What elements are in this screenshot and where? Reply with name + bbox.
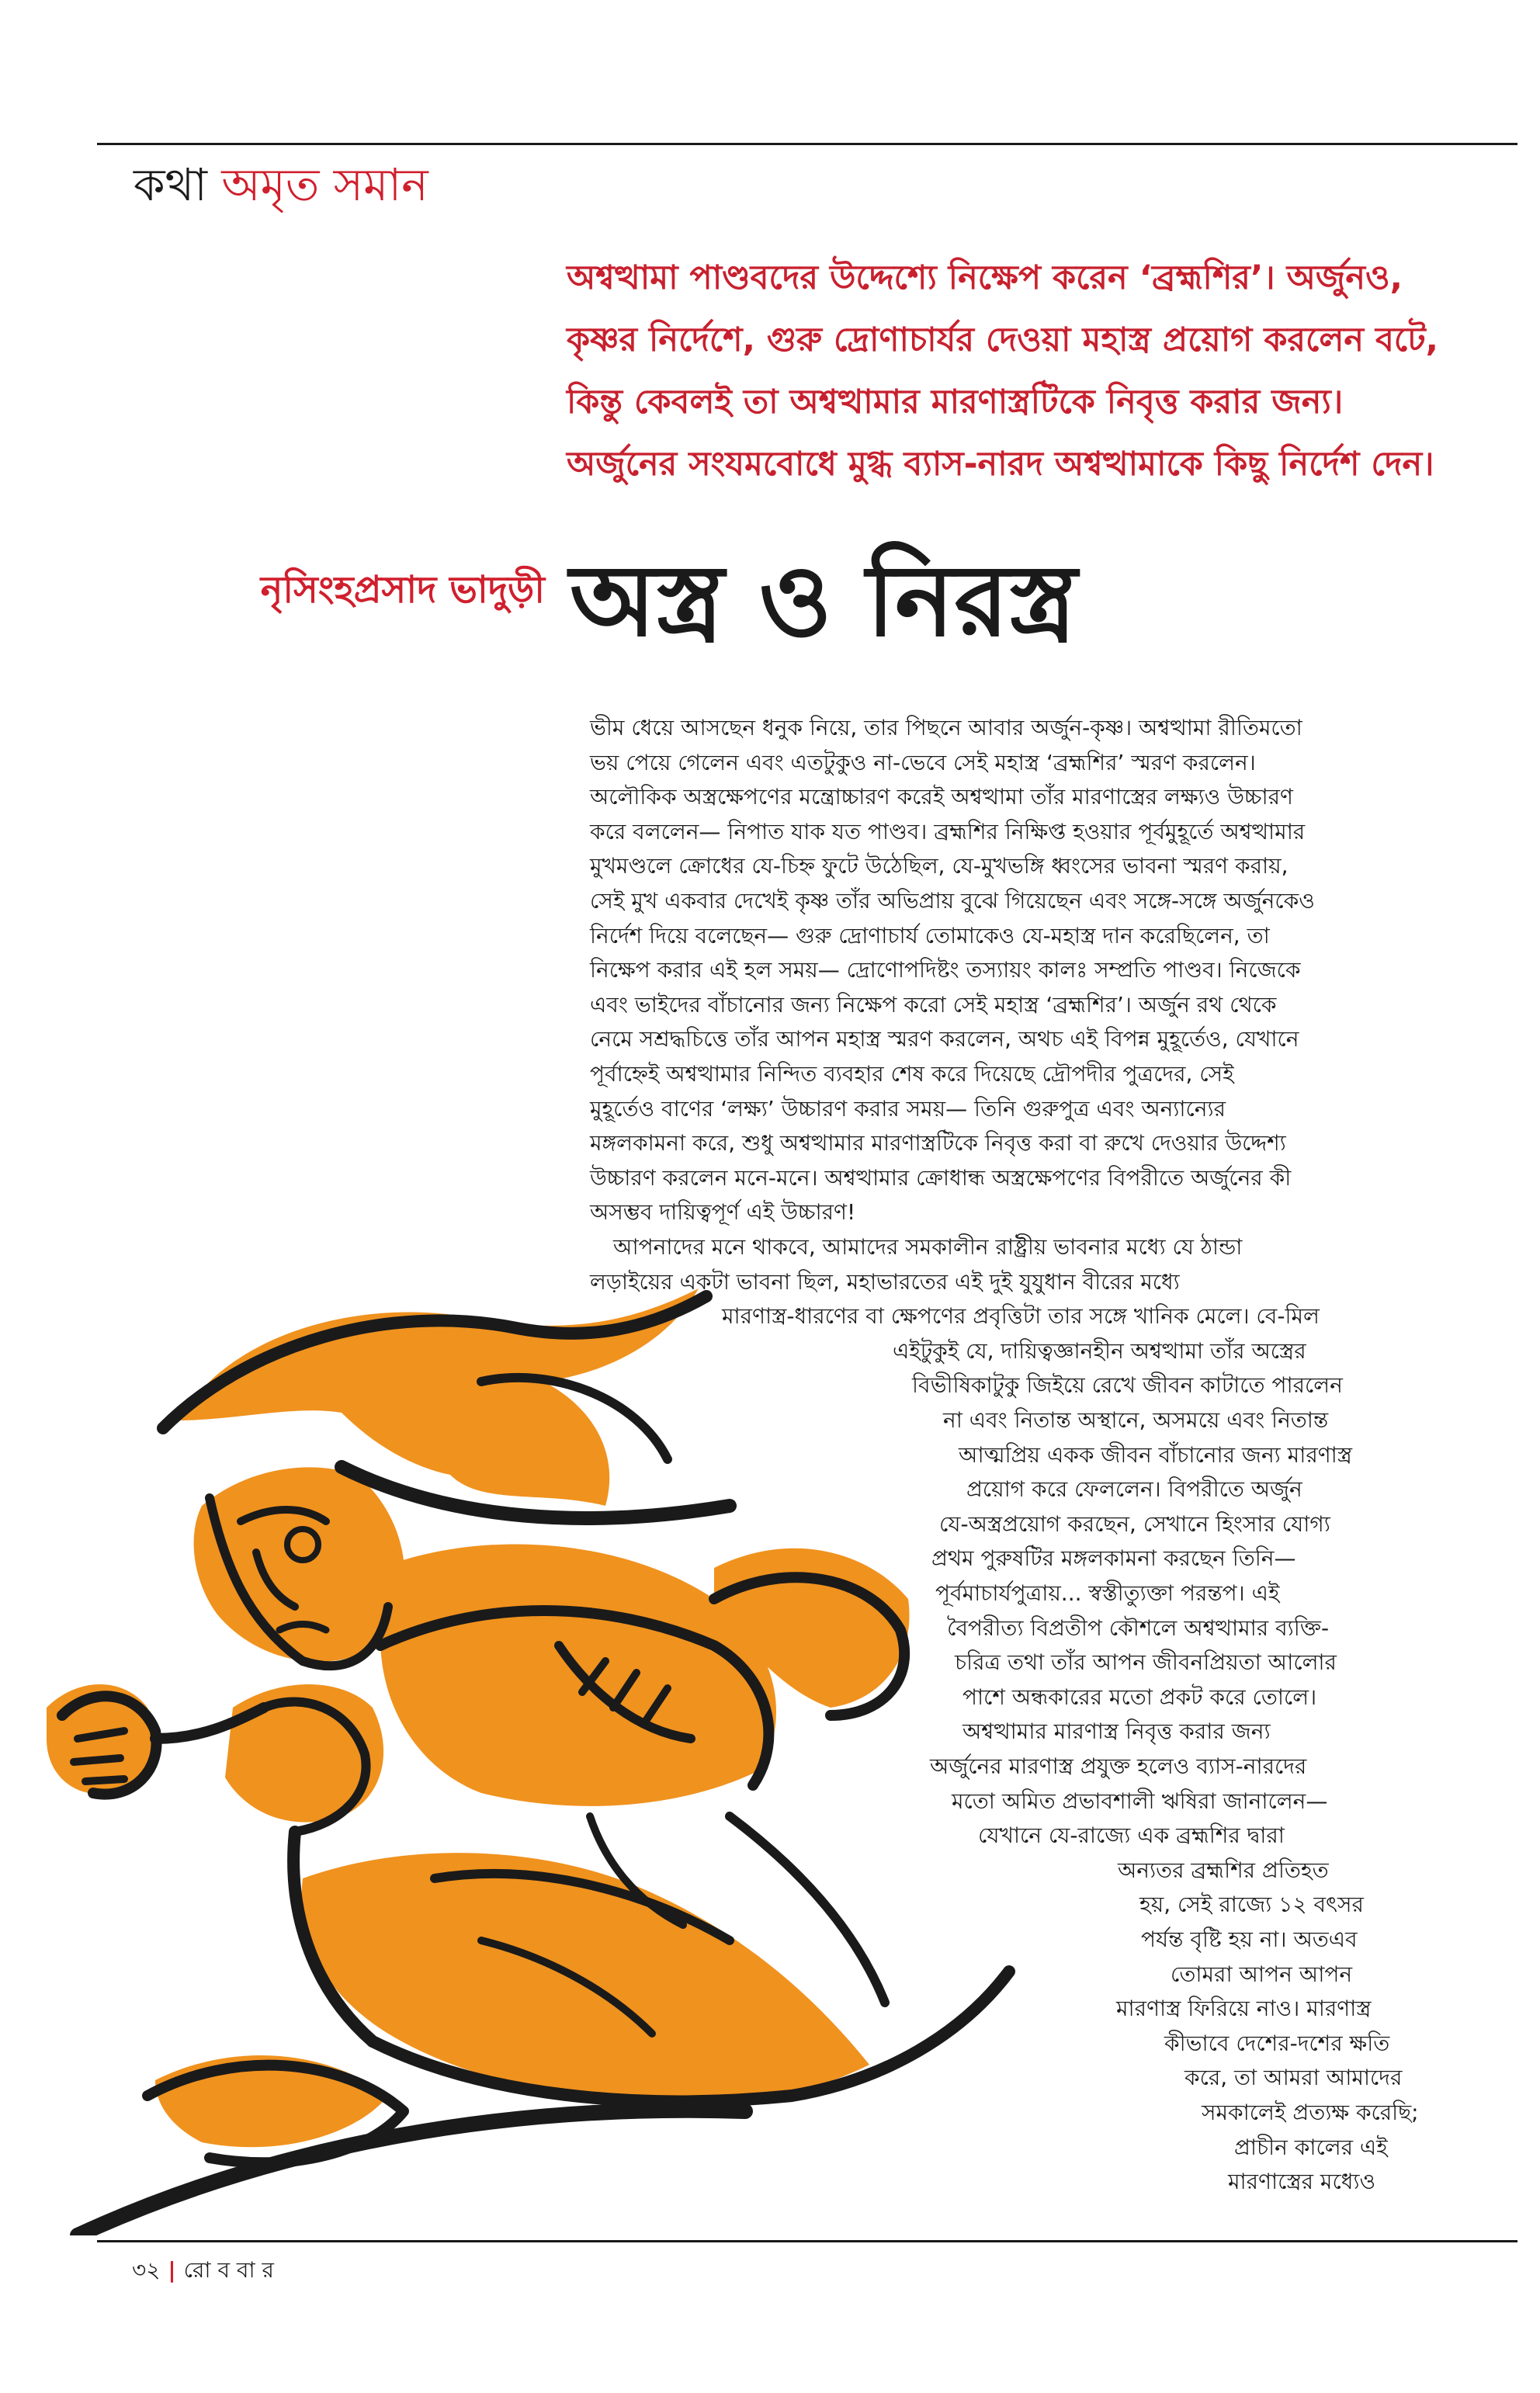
body-line: লড়াইয়ের একটা ভাবনা ছিল, মহাভারতের এই দুই যুযুধান বীরের মধ্যে [590,1269,1180,1295]
body-line: পূর্বাহ্নেই অশ্বত্থামার নিন্দিত ব্যবহার শেষ করে দিয়েছে দ্রৌপদীর পুত্রদের, সেই [590,1061,1234,1087]
article-title: অস্ত্র ও নিরস্ত্র [570,543,1077,659]
body-line: অলৌকিক অস্ত্রক্ষেপণের মন্ত্রোচ্চারণ করেই অশ্বত্থামা তাঁর মারণাস্ত্রের লক্ষ্যও উচ্চারণ [590,784,1293,810]
body-line: আত্মপ্রিয় একক জীবন বাঁচানোর জন্য মারণাস্ত্র [959,1442,1353,1468]
body-line: কীভাবে দেশের-দশের ক্ষতি [1164,2031,1390,2056]
body-line: অর্জুনের মারণাস্ত্র প্রযুক্ত হলেও ব্যাস-নারদের [930,1753,1307,1779]
body-line: চরিত্র তথা তাঁর আপন জীবনপ্রিয়তা আলোর [955,1649,1337,1675]
body-line: মারণাস্ত্র-ধারণের বা ক্ষেপণের প্রবৃত্তিটা তার সঙ্গে খানিক মেলে। বে-মিল [722,1303,1320,1329]
body-line: সেই মুখ একবার দেখেই কৃষ্ণ তাঁর অভিপ্রায় বুঝে গিয়েছেন এবং সঙ্গে-সঙ্গে অর্জুনকেও [590,888,1315,914]
body-line: বিভীষিকাটুকু জিইয়ে রেখে জীবন কাটাতে পারলেন [912,1372,1343,1398]
bottom-rule [97,2240,1517,2242]
footer-separator: | [168,2257,176,2283]
body-line: মঙ্গলকামনা করে, শুধু অশ্বত্থামার মারণাস্ত্রটিকে নিবৃত্ত করা বা রুখে দেওয়ার উদ্দেশ্য [590,1130,1286,1156]
body-line: পূর্বমাচার্যপুত্রায়... স্বস্তীত্যুক্তা পরন্তপ। এই [935,1580,1280,1606]
body-line: করে বললেন— নিপাত যাক যত পাণ্ডব। ব্রহ্মশির নিক্ষিপ্ত হওয়ার পূর্বমুহূর্তে অশ্বত্থামার [590,819,1306,844]
body-line: তোমরা আপন আপন [1171,1961,1353,1987]
body-line: না এবং নিতান্ত অস্থানে, অসময়ে এবং নিতান্ত [943,1407,1329,1433]
body-line: প্রয়োগ করে ফেললেন। বিপরীতে অর্জুন [966,1476,1302,1502]
body-line: পর্যন্ত বৃষ্টি হয় না। অতএব [1141,1927,1358,1952]
body-line: যে-অস্ত্রপ্রয়োগ করছেন, সেখানে হিংসার যোগ্য [939,1511,1330,1537]
body-line: বৈপরীত্য বিপ্রতীপ কৌশলে অশ্বত্থামার ব্যক্তি- [947,1615,1330,1641]
body-line: মারণাস্ত্র ফিরিয়ে নাও। মারণাস্ত্র [1116,1996,1372,2021]
body-line: ভয় পেয়ে গেলেন এবং এতটুকুও না-ভেবে সেই মহাস্ত্র ‘ব্রহ্মশির’ স্মরণ করলেন। [590,750,1256,775]
body-line: উচ্চারণ করলেন মনে-মনে। অশ্বত্থামার ক্রোধান্ধ অস্ত্রক্ষেপণের বিপরীতে অর্জুনের কী [590,1165,1292,1191]
author-name: নৃসিংহপ্রসাদ ভাদুড়ী [260,568,545,612]
body-line: অশ্বত্থামার মারণাস্ত্র নিবৃত্ত করার জন্য [962,1718,1271,1744]
body-line: করে, তা আমরা আমাদের [1184,2065,1403,2090]
body-line: ভীম ধেয়ে আসছেন ধনুক নিয়ে, তার পিছনে আবার অর্জুন-কৃষ্ণ। অশ্বত্থামা রীতিমতো [590,715,1302,740]
body-line: প্রথম পুরুষটির মঙ্গলকামনা করছেন তিনি— [931,1545,1296,1571]
body-line: মুহূর্তেও বাণের ‘লক্ষ্য’ উচ্চারণ করার সময়— তিনি গুরুপুত্র এবং অন্যান্যের [590,1096,1226,1122]
magazine-name: রো ব বা র [183,2257,274,2283]
body-line: সমকালেই প্রত্যক্ষ করেছি; [1202,2100,1419,2125]
body-line: যেখানে যে-রাজ্যে এক ব্রহ্মশির দ্বারা [978,1822,1285,1848]
body-line: প্রাচীন কালের এই [1234,2135,1388,2160]
body-line: নির্দেশ দিয়ে বলেছেন— গুরু দ্রোণাচার্য তোমাকেও যে-মহাস্ত্র দান করেছিলেন, তা [590,923,1270,949]
body-line: পাশে অন্ধকারের মতো প্রকট করে তোলে। [962,1684,1317,1710]
body-line: এবং ভাইদের বাঁচানোর জন্য নিক্ষেপ করো সেই মহাস্ত্র ‘ব্রহ্মশির’। অর্জুন রথ থেকে [590,992,1277,1018]
body-line: এইটুকুই যে, দায়িত্বজ্ঞানহীন অশ্বত্থামা তাঁর অস্ত্রের [893,1338,1306,1364]
body-line: আপনাদের মনে থাকবে, আমাদের সমকালীন রাষ্ট্রীয় ভাবনার মধ্যে যে ঠান্ডা [613,1234,1243,1260]
body-line: নেমে সশ্রদ্ধচিত্তে তাঁর আপন মহাস্ত্র স্মরণ করলেন, অথচ এই বিপন্ন মুহূর্তেও, যেখানে [590,1026,1299,1052]
body-line: হয়, সেই রাজ্যে ১২ বৎসর [1139,1892,1364,1917]
body-line: মারণাস্ত্রের মধ্যেও [1228,2169,1376,2194]
body-line: মুখমণ্ডলে ক্রোধের যে-চিহ্ন ফুটে উঠেছিল, যে-মুখভঙ্গি ধ্বংসের ভাবনা স্মরণ করায়, [590,853,1289,879]
page-footer [132,2255,274,2286]
body-line: নিক্ষেপ করার এই হল সময়— দ্রোণোপদিষ্টং তস্যায়ং কালঃ সম্প্রতি পাণ্ডব। নিজেকে [590,957,1301,983]
body-line: অসম্ভব দায়িত্বপূর্ণ এই উচ্চারণ! [590,1199,856,1225]
standfirst: অশ্বত্থামা পাণ্ডবদের উদ্দেশ্যে নিক্ষেপ করেন ‘ব্রহ্মশির’। অর্জুনও, কৃষ্ণর নির্দেশে, গুরু দ্রোণাচার্যর দেওয়া মহাস্ত্র প্রয়োগ করলেন বটে, কিন্তু কেবলই তা অশ্বত্থামার মারণাস্ত্রটিকে নিবৃত্ত করার জন্য। অর্জুনের সংযমবোধে মুগ্ধ ব্যাস-নারদ অশ্বত্থামাকে কিছু নির্দেশ দেন। [567,258,1438,484]
page-number: ৩২ [132,2257,161,2283]
body-line: অন্যতর ব্রহ্মশির প্রতিহত [1118,1857,1329,1883]
section-prefix: কথা [134,158,207,211]
body-line: মতো অমিত প্রভাবশালী ঋষিরা জানালেন— [952,1788,1328,1814]
section-highlight: অমৃত সমান [221,158,428,211]
